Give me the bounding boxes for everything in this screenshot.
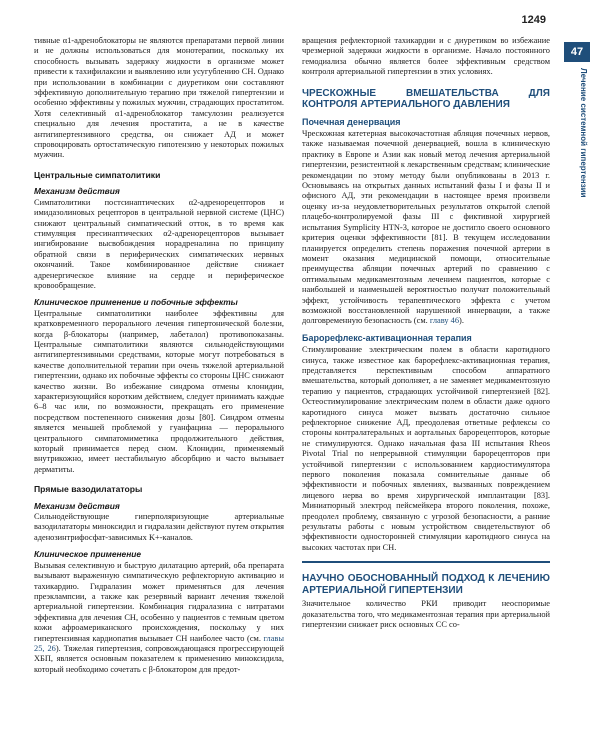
chapter-link[interactable]: главу 46	[429, 316, 460, 326]
section-title-direct-vasodilators: Прямые вазодилататоры	[34, 484, 143, 495]
major-heading-evidence: НАУЧНО ОБОСНОВАННЫЙ ПОДХОД К ЛЕЧЕНИЮ АРТЕРИАЛЬНОЙ ГИПЕРТЕНЗИИ	[302, 573, 550, 596]
chapter-title: Лечение системной гипертензии	[579, 68, 588, 198]
subheading-renal-denervation: Почечная денервация	[302, 116, 401, 127]
paragraph-renal-denervation	[302, 129, 550, 327]
left-column	[34, 36, 284, 675]
subsection-title-clinical-use: Клиническое применение и побочные эффекты	[34, 297, 238, 308]
section-title-central-sympatholytics: Центральные симпатолитики	[34, 169, 161, 180]
right-column	[302, 36, 550, 631]
subsection-title-mechanism: Механизм действия	[34, 186, 120, 197]
paragraph-mechanism: Симпатолитики постсинаптических α2-адренорецепторов и имидазолиновых рецепторов в центральной нервной системе (ЦНС) снижают центральный симпатический отток, в то время как стимуляция пресинаптических α2-адренорецепторов вызывает ингибирование высвобождения норадреналина по принципу обратной связи в периферических симпатических нервных окончаний. Такое комбинированное действие снижает адренергическое влияние на сердце и периферическое кровообращение.	[34, 197, 284, 290]
section-divider	[302, 561, 550, 563]
major-heading-percutaneous: ЧРЕСКОЖНЫЕ ВМЕШАТЕЛЬСТВА ДЛЯ КОНТРОЛЯ АРТЕРИАЛЬНОГО ДАВЛЕНИЯ	[302, 87, 550, 111]
paragraph-clinical-use-2	[34, 561, 284, 675]
continuation-paragraph: вращения рефлекторной тахикардии и с диуретиком во избежание чрезмерной задержки жидкости в организме. Начало постоянного гемодиализа обычно является более эффективным средством контроля артериальной гипертензии в этих условиях.	[302, 36, 550, 77]
chapter-tab: 47	[564, 42, 590, 62]
paragraph-text: ). Тяжелая гипертензия, сопровождающаяся прогрессирующей ХБП, является основным показателем к применению миноксидила, который необходимо сочетать с β-блокатором для предот-	[34, 643, 285, 674]
page-number: 1249	[521, 14, 546, 26]
paragraph-baroreflex: Стимулирование электрическим полем в области каротидного синуса, также известное как барорефлекс-активационная терапия, представляется перспективным способом аппаратного вмешательства, который дополняет, а не заменяет медикаментозную терапию у пациентов, страдающих устойчивой гипертензией [82]. Остеостимулирование электрическим полем в области даже одного каротидного синуса может вызвать достаточно сильное рефлекторное снижение АД, преодолевая ответные рефлексы со стороны контралатеральных и аортальных барорецепторов, которые не стимулируются. Однако начальная фаза III испытания Rheos Pivotal Trial по непрерывной стимуляции барорецепторов при устойчивой гипертензии с использованием кардиостимулятора первого поколения показала сомнительные данные об эффективности и побочных явлениях, вызванных повреждением лицевого нерва во время хирургической имплантации [83]. Миниатюрный электрод пейсмейкера второго поколения, похоже, преодолел проблему, связанную с угрозой безопасности, а ранние результаты работы с новым устройством свидетельствуют об эффективности односторонней стимуляции каротидного синуса на высоких частотах при СН.	[302, 345, 550, 552]
subsection-title-mechanism-2: Механизм действия	[34, 500, 120, 511]
subsection-title-clinical-use-2: Клиническое применение	[34, 549, 142, 560]
subheading-baroreflex: Барорефлекс-активационная терапия	[302, 332, 472, 343]
paragraph-text: Чрескожная катетерная высокочастотная абляция почечных нервов, также называемая почечной денервацией, вошла в клиническую практику в Европе и Азии как новый метод лечения артериальной гипертензии, резистентной к лекарственным средствам; клинические рекомендации по этому методу были опубликованы в 2013 г. Основываясь на открытых данных испытаний фазы I и фазы II и офисного АД, эти рекомендации в настоящее время произвели оценку из-за неудовлетворительных результатов открытой слепой плацебо-контролируемой фазы III с фиктивной хирургией испытания Symplicity HTN-3, которое не достигло своего основного критерия оценки эффективности [81]. В текущем исследовании планируется определить степень поражения почечной артерии в момент оказания медицинской помощи, относительные преимущества абляции почечных артерий по сравнению с оптимальным медикаментозным лечением пациентов, которые с наибольшей и наименьшей вероятностью получат положительный эффект, устойчивость терапевтического эффекта с учетом возможной восстановленной нарушенной иннервации, а также долговременную безопасность (см.	[302, 129, 550, 326]
paragraph-evidence: Значительное количество РКИ приводит неоспоримые доказательства того, что медикаментозная терапия при артериальной гипертензии снижает риск основных СС со-	[302, 599, 550, 630]
paragraph-text: ).	[459, 316, 464, 326]
paragraph-clinical-use: Центральные симпатолитики наиболее эффективны для кратковременного перорального лечения гипертонической болезни, когда β-блокаторы (например, лабеталол) противопоказаны. Центральные симпатолитики являются сильнодействующими антигипертензивными средствами, которые могут потребоваться в качестве дополнительной терапии при очень тяжелой артериальной гипертензии, однако их побочные эффекты со стороны ЦНС снижают качество жизни. Во избежание синдрома отмены клонидин, характеризующийся коротким действием, следует принимать каждые 6–8 час или, по возможности, прекращать его применение посредством постепенного снижения дозы [80]. Синдром отмены является меньшей проблемой у гуанфацина — перорального центрального симпатомиметика продолжительного действия, который принимается перед сном. Клонидин, применяемый внутрикожно, имеет нестабильную абсорбцию и часто вызывает дерматиты.	[34, 308, 284, 474]
chapter-link[interactable]: главы 25, 26	[34, 633, 284, 653]
paragraph-text: Вызывая селективную и быструю дилатацию артерий, оба препарата вызывают выраженную симпатическую рефлекторную активацию и тахикардию. Гидралазин может применяться для лечения преэклампсии, а также как резервный вариант лечения тяжелой артериальной гипертензии. Комбинация гидралазина с нитратами эффективна для лечения СН, особенно у пациентов с темным цветом кожи афроамериканского происхождения, поскольку у них гипертензивная кардиопатия вызывает СН наиболее часто (см.	[34, 560, 284, 643]
paragraph-mechanism-2: Сильнодействующие гиперполяризующие артериальные вазодилататоры миноксидил и гидралазин действуют путем открытия аденозинтрифосфат-зависимых K+-каналов.	[34, 512, 284, 542]
intro-paragraph: тивные α1-адреноблокаторы не являются препаратами первой линии и не должны использоваться для монотерапии, поскольку их способность вызывать задержку жидкости в организме может привести к тахифилаксии и выявлению или усугублению СН. Однако при использовании в комбинации с диуретиком они составляют эффективную дополнительную терапию при тяжелой гипертензии и особенно эффективны у пожилых мужчин, страдающих простатитом. Хотя селективный α1-адреноблокатор тамсулозин реализуется специально для лечения простатита, а не в качестве антигипертензивного средства, он снижает АД и может спровоцировать ортостатическую гипотензию у некоторых пожилых мужчин.	[34, 36, 284, 160]
